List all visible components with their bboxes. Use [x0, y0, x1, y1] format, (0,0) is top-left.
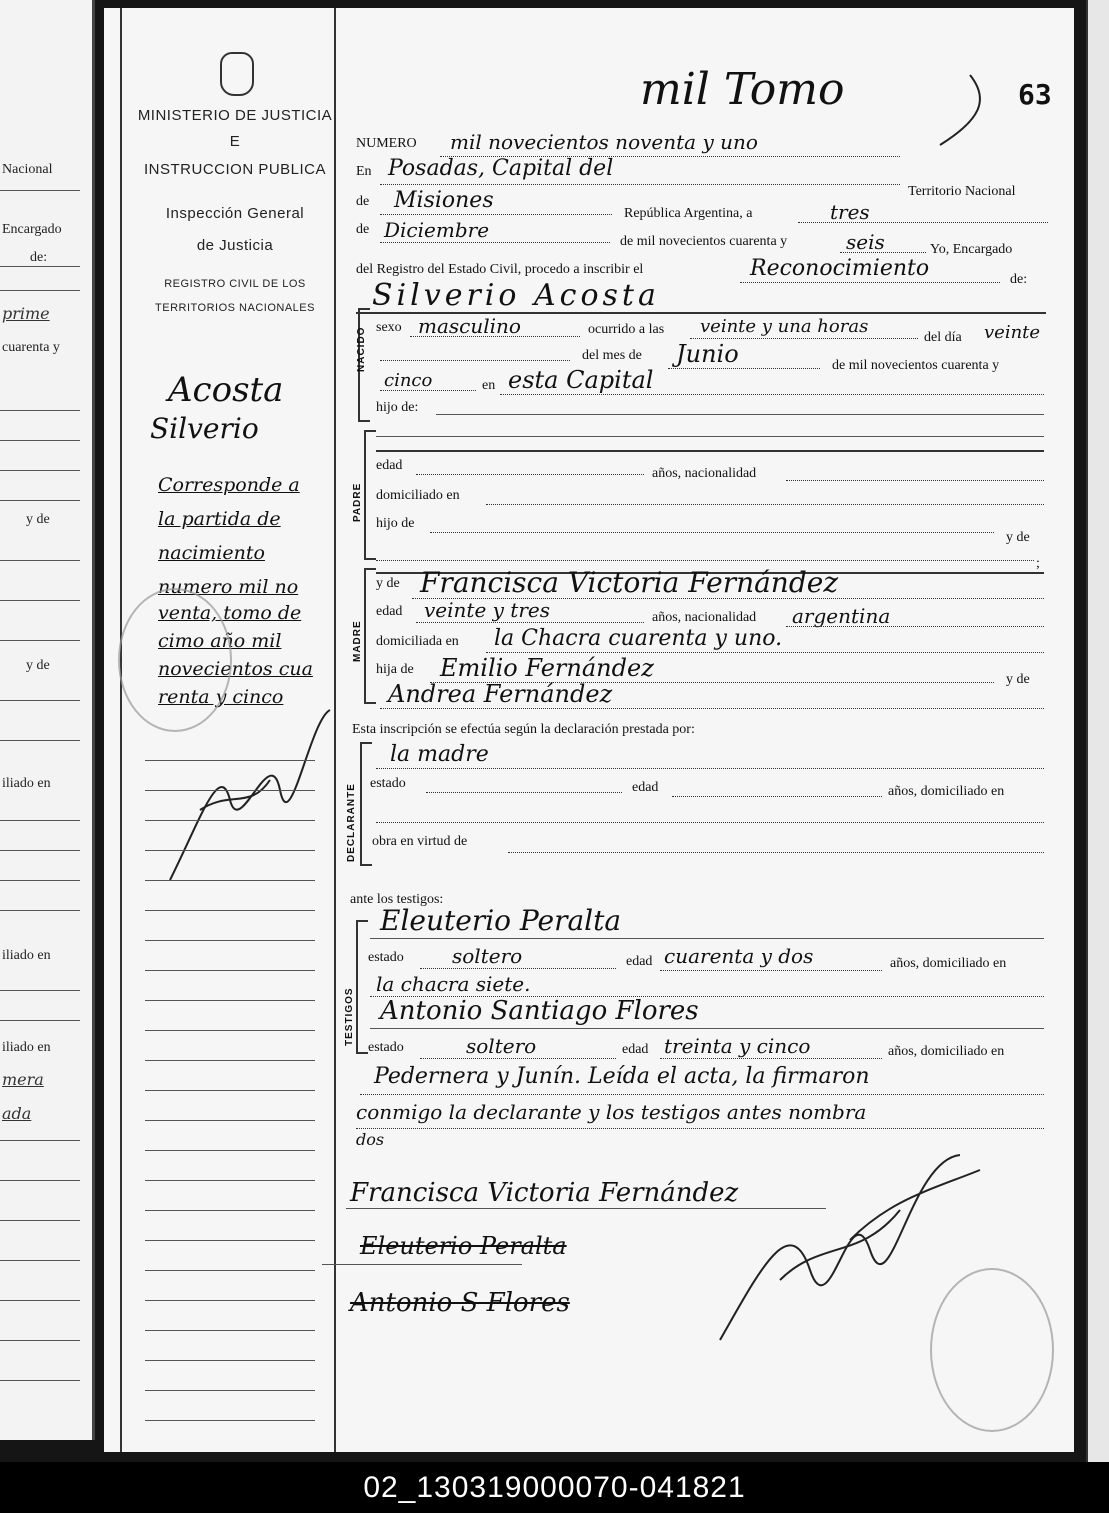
madre-edad-label: edad: [376, 604, 403, 619]
ministry-line-4: Inspección General: [165, 205, 305, 222]
territorio-label: Territorio Nacional: [908, 184, 1016, 199]
sexo-value: masculino: [418, 314, 521, 338]
officer-signature: [700, 1150, 1000, 1350]
document-id-footer: 02_130319000070-041821: [0, 1462, 1109, 1513]
numero-label: NUMERO: [356, 136, 417, 151]
prev-handwriting-prime: prime: [2, 304, 50, 323]
hijo-de-label: hijo de:: [376, 400, 419, 415]
prev-encargado: Encargado: [2, 222, 62, 237]
de2-label: de: [356, 222, 370, 237]
ministry-line-6: REGISTRO CIVIL DE LOS: [164, 278, 306, 290]
madre-hija-label: hija de: [376, 662, 414, 677]
page-number: 63: [1018, 78, 1052, 111]
mes-value: Diciembre: [384, 218, 490, 242]
madre-domicilio-value: la Chacra cuarenta y uno.: [494, 626, 783, 651]
sexo-label: sexo: [376, 320, 402, 335]
padre-domicilio-label: domiciliado en: [376, 488, 460, 503]
prev-y-de-2: y de: [26, 658, 50, 673]
declarante-estado-label: estado: [370, 776, 406, 791]
prev-handwriting-1: mera: [2, 1070, 44, 1089]
testigo2-estado-label: estado: [368, 1040, 404, 1055]
madre-padre-value: Emilio Fernández: [440, 654, 654, 682]
prev-handwriting-2: ada: [2, 1104, 32, 1123]
testigo2-estado: soltero: [466, 1034, 537, 1058]
anio-nacimiento-value: cinco: [384, 370, 433, 391]
firma-testigo-1: Eleuterio Peralta: [360, 1232, 567, 1260]
previous-page-edge: [0, 0, 95, 1440]
prev-nacional: Nacional: [2, 162, 53, 177]
republica-label: República Argentina, a: [624, 206, 753, 221]
de-label: de: [356, 194, 370, 209]
madre-edad-value: veinte y tres: [424, 598, 550, 622]
ministry-line-5: de Justicia: [196, 237, 274, 254]
margin-note-3: nacimiento: [158, 542, 265, 564]
testigos-label: ante los testigos:: [350, 892, 444, 907]
margin-signature: [160, 700, 340, 890]
madre-madre-value: Andrea Fernández: [388, 680, 613, 708]
top-handwritten-annotation: mil Tomo: [640, 64, 845, 115]
ocurrido-label: ocurrido a las: [588, 322, 665, 337]
declarante-edad-label: edad: [632, 780, 659, 795]
de-value: Misiones: [394, 188, 494, 213]
sheet-left-border: [120, 8, 122, 1452]
dia-value: tres: [830, 200, 870, 224]
en-nacimiento-label: en: [482, 378, 496, 393]
ministry-line-7: TERRITORIOS NACIONALES: [155, 302, 315, 314]
firma-madre: Francisca Victoria Fernández: [350, 1178, 739, 1208]
cierre-line-2: dos: [356, 1130, 385, 1149]
testigos-section-label: TESTIGOS: [344, 987, 355, 1046]
declaracion-label: Esta inscripción se efectúa según la declaración prestada por:: [352, 722, 695, 737]
del-mes-label: del mes de: [582, 348, 642, 363]
testigo2-edad: treinta y cinco: [664, 1034, 811, 1058]
padre-section-label: PADRE: [352, 482, 363, 522]
prev-y-de-1: y de: [26, 512, 50, 527]
margin-note-7: novecientos cua: [158, 658, 313, 680]
madre-y-de-label: y de: [376, 576, 400, 591]
registro-label: del Registro del Estado Civil, procedo a inscribir el: [356, 262, 644, 277]
yo-encargado-label: Yo, Encargado: [930, 242, 1013, 257]
margin-note-8: renta y cinco: [158, 686, 284, 708]
testigo1-edad-label: edad: [626, 954, 653, 969]
testigo1-estado: soltero: [452, 944, 523, 968]
padre-edad-label: edad: [376, 458, 403, 473]
mes-nacimiento-value: Junio: [676, 340, 739, 368]
testigo2-nombre: Antonio Santiago Flores: [380, 996, 699, 1026]
numero-value: mil novecientos noventa y uno: [450, 130, 758, 154]
prev-iliado-en-2: iliado en: [2, 948, 51, 963]
obra-label: obra en virtud de: [372, 834, 468, 849]
ministry-line-2: E: [229, 133, 241, 150]
right-page-edge: [1086, 0, 1109, 1462]
declarante-value: la madre: [390, 742, 489, 767]
inscribed-name: Silverio Acosta: [372, 278, 660, 313]
prev-cuarenta-y: cuarenta y: [2, 340, 60, 355]
testigo1-estado-label: estado: [368, 950, 404, 965]
testigo1-anios-label: años, domiciliado en: [890, 956, 1007, 971]
padre-y-de-label: y de: [1006, 530, 1030, 545]
ministry-line-3: INSTRUCCION PUBLICA: [143, 161, 327, 178]
mil-nacimiento-label: de mil novecientos cuarenta y: [832, 358, 1000, 373]
de3-label: de:: [1010, 272, 1028, 287]
margin-given-name: Silverio: [150, 412, 259, 445]
madre-anios-label: años, nacionalidad: [652, 610, 757, 625]
lugar-nacimiento-value: esta Capital: [508, 366, 654, 394]
prev-iliado-en-1: iliado en: [2, 776, 51, 791]
del-dia-label: del día: [924, 330, 962, 345]
firma-testigo-2: Antonio S Flores: [350, 1288, 570, 1318]
declarante-section-label: DECLARANTE: [346, 783, 357, 862]
padre-semicolon: ;: [1036, 556, 1040, 571]
testigo2-anios-label: años, domiciliado en: [888, 1044, 1005, 1059]
padre-hijo-label: hijo de: [376, 516, 415, 531]
top-annotation-stroke: [930, 70, 1000, 150]
margin-surname: Acosta: [168, 370, 284, 410]
testigo1-nombre: Eleuterio Peralta: [380, 904, 622, 937]
margin-note-1: Corresponde a: [158, 474, 300, 496]
coat-of-arms-icon: [220, 52, 254, 96]
cierre-line-1: conmigo la declarante y los testigos antes nombra: [356, 1100, 867, 1124]
madre-y-de2-label: y de: [1006, 672, 1030, 687]
prev-iliado-en-3: iliado en: [2, 1040, 51, 1055]
declarante-anios-label: años, domiciliado en: [888, 784, 1005, 799]
testigo1-edad: cuarenta y dos: [664, 944, 814, 968]
nacido-section-label: NACIDO: [356, 326, 367, 372]
testigo2-domicilio: Pedernera y Junín. Leída el acta, la firmaron: [374, 1064, 870, 1089]
en-value: Posadas, Capital del: [388, 156, 614, 181]
madre-domicilio-label: domiciliada en: [376, 634, 459, 649]
ministry-line-1: MINISTERIO DE JUSTICIA: [137, 107, 333, 124]
anio-value: seis: [846, 230, 885, 254]
margin-note-2: la partida de: [158, 508, 281, 530]
hora-value: veinte y una horas: [700, 316, 869, 337]
margin-note-6: cimo año mil: [158, 630, 282, 652]
acto-value: Reconocimiento: [750, 256, 930, 281]
madre-nombre-value: Francisca Victoria Fernández: [420, 566, 839, 599]
prev-de: de:: [30, 250, 48, 265]
padre-anios-label: años, nacionalidad: [652, 466, 757, 481]
margin-note-4: numero mil no: [158, 576, 299, 598]
en-label: En: [356, 164, 372, 179]
testigo1-domicilio: la chacra siete.: [376, 972, 531, 996]
mil-label: de mil novecientos cuarenta y: [620, 234, 788, 249]
margin-note-5: venta, tomo de: [158, 602, 302, 624]
madre-nacionalidad-value: argentina: [792, 604, 891, 628]
dia-nacimiento-value: veinte: [984, 322, 1041, 343]
testigo2-edad-label: edad: [622, 1042, 649, 1057]
madre-section-label: MADRE: [352, 620, 363, 662]
